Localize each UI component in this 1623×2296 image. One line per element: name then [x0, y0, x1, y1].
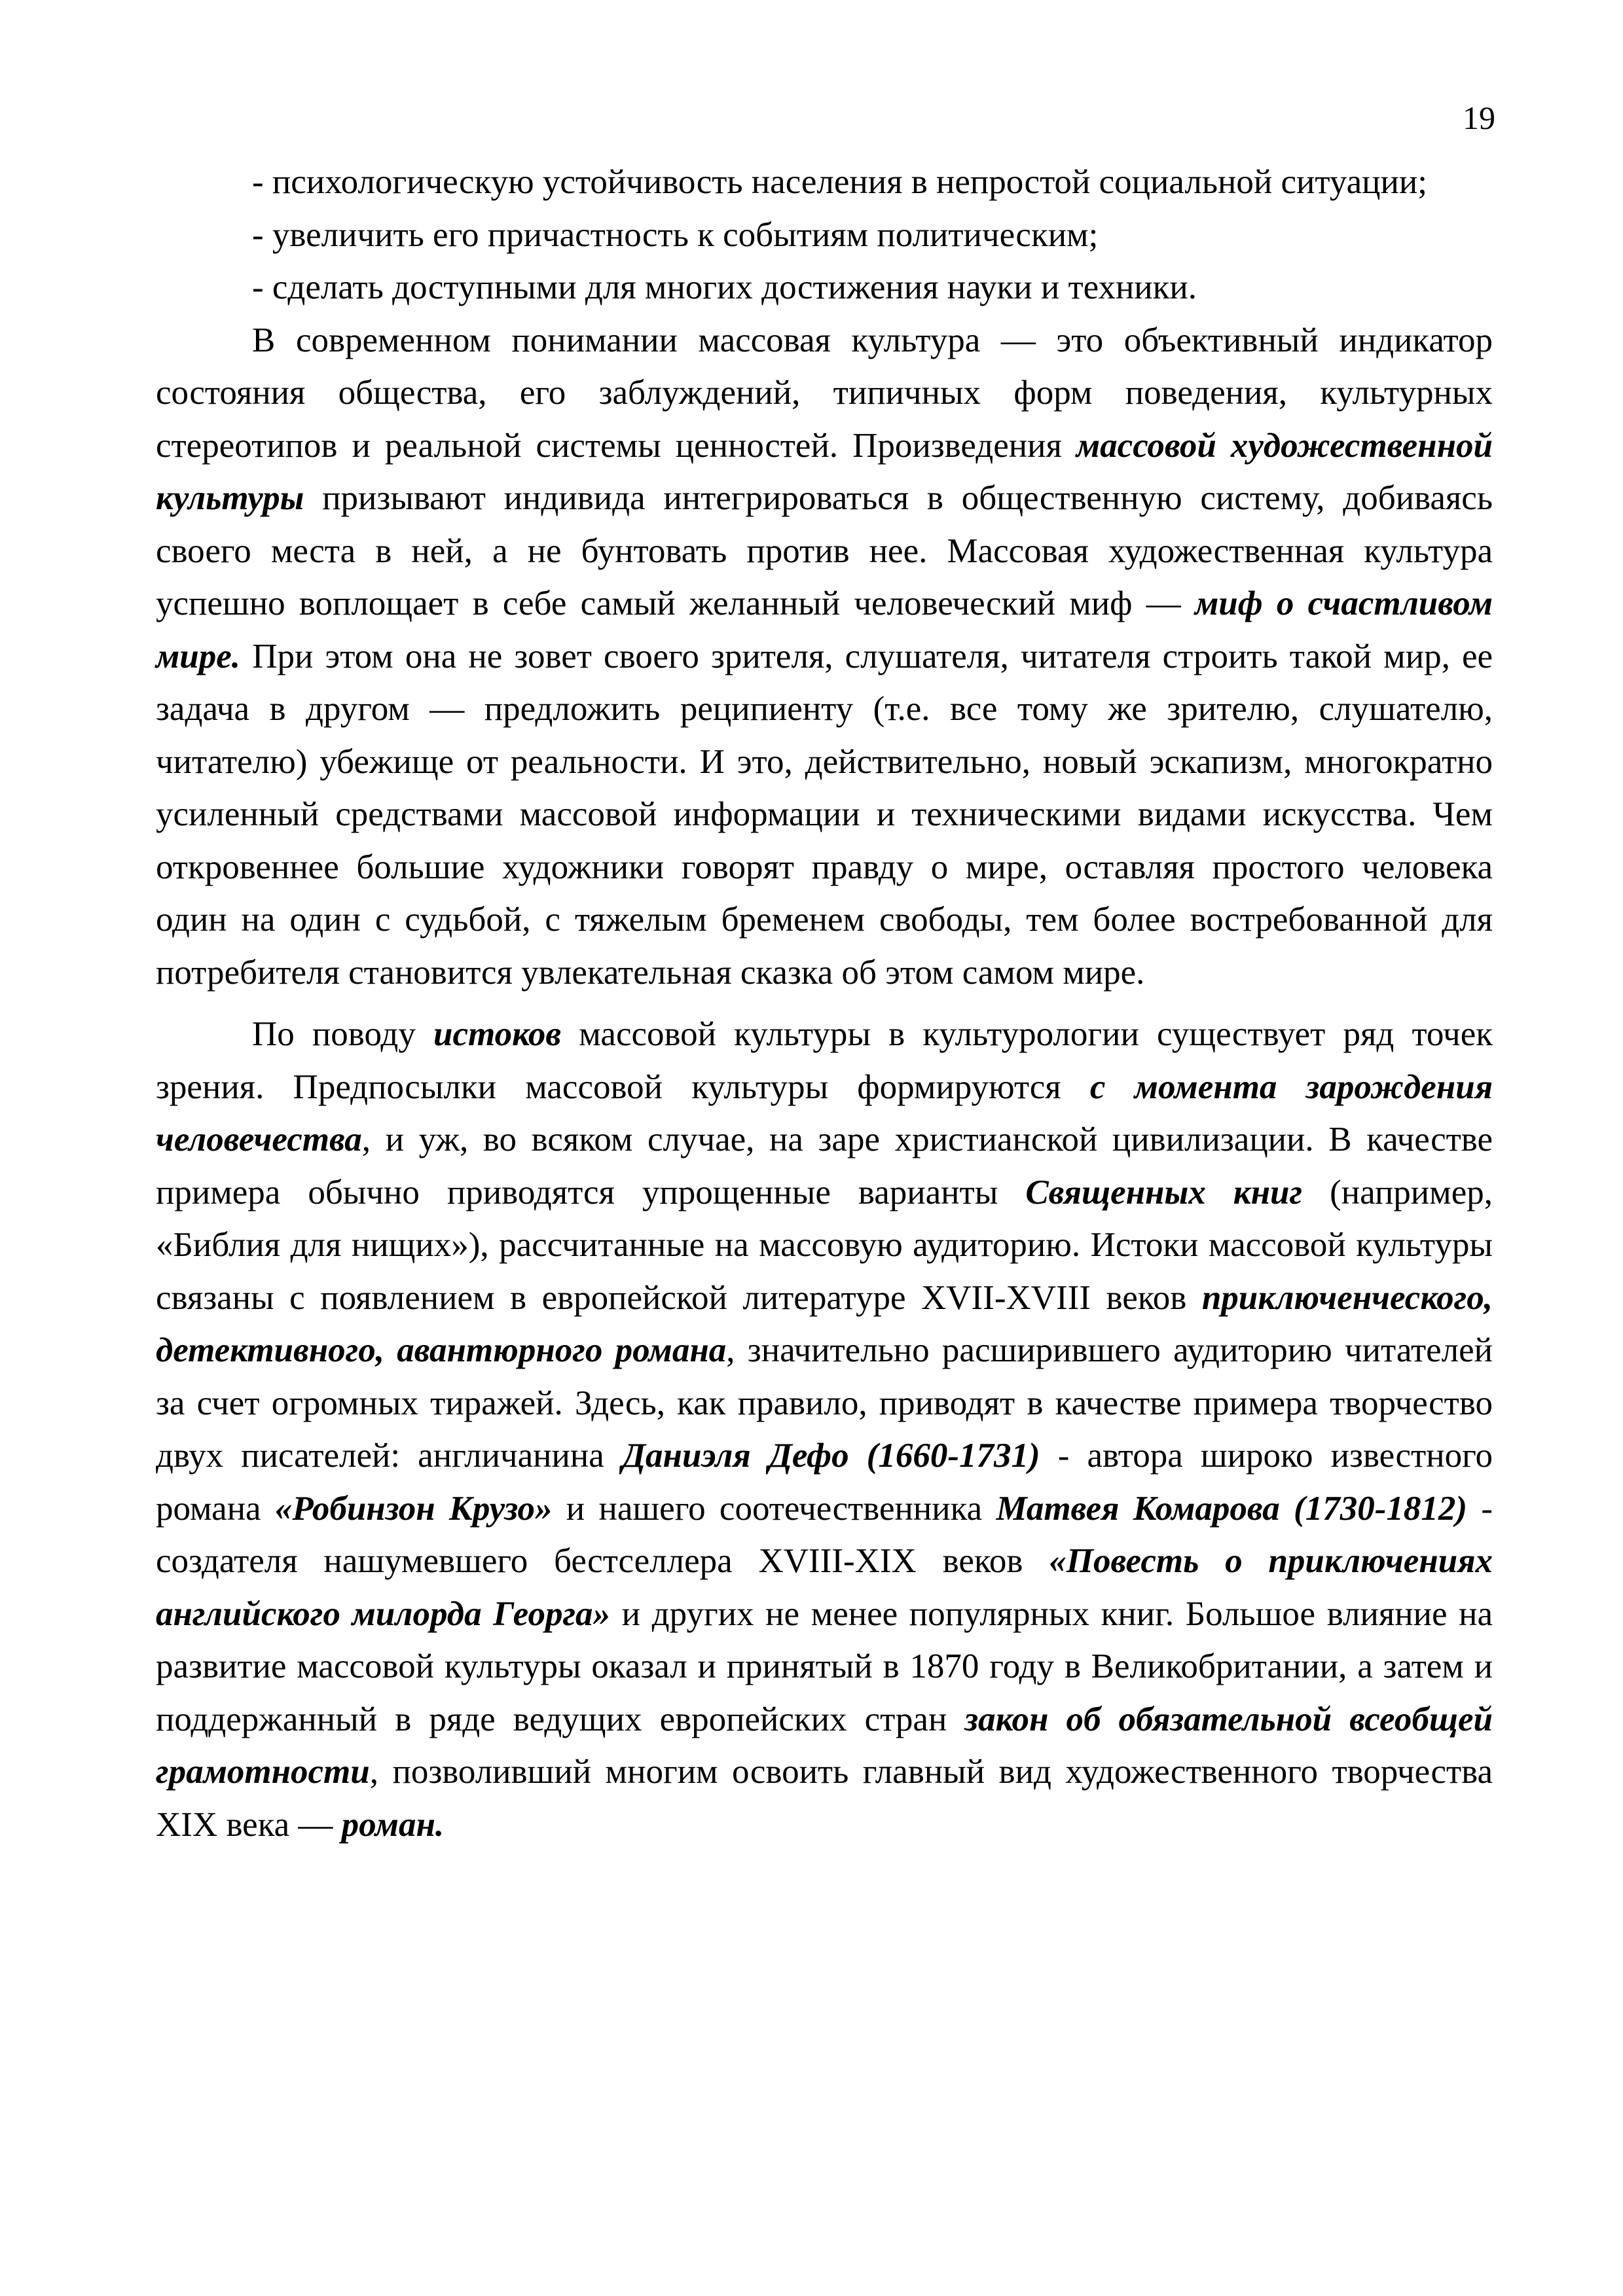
emphasis-term: «Робинзон Крузо»: [274, 1489, 553, 1528]
paragraph-text: По поводу: [252, 1015, 434, 1053]
paragraph-text: , значительно расширившего аудиторию читателей за счет огромных тиражей. Здесь, как правило, приводят в качестве примера творчество двух писателей: англичанина: [156, 1331, 1493, 1475]
paragraph-text: и нашего соотечественника: [552, 1489, 996, 1528]
emphasis-term: «Повесть о приключениях английского милорда Георга»: [156, 1542, 1493, 1633]
paragraph-text: , и уж, во всяком случае, на заре христианской цивилизации. В качестве примера обычно приводятся упрощенные варианты: [156, 1121, 1493, 1211]
paragraph-text: и других не менее популярных книг. Большое влияние на развитие массовой культуры оказал и принятый в 1870 году в Великобритании, а затем и поддержанный в ряде ведущих европейских стран: [156, 1594, 1493, 1738]
paragraph-text: - создателя нашумевшего бестселлера XVIII-XIX веков: [156, 1489, 1493, 1580]
page-number: 19: [1463, 99, 1495, 136]
paragraph-text: призывают индивида интегрироваться в общественную систему, добиваясь своего места в ней, а не бунтовать против нее. Массовая художественная культура успешно воплощает в себе самый желанный человеческий миф —: [156, 479, 1493, 622]
paragraph-text: - автора широко известного романа: [156, 1437, 1493, 1528]
paragraph-text: , позволивший многим освоить главный вид художественного творчества XIX века —: [156, 1753, 1493, 1844]
list-item-3: - сделать доступными для многих достижения науки и техники.: [252, 268, 1197, 306]
emphasis-term: Матвея Комарова (1730-1812): [996, 1489, 1468, 1528]
emphasis-term: истоков: [433, 1015, 562, 1053]
emphasis-term: массовой художественной культуры: [156, 426, 1493, 517]
emphasis-term: миф о счастливом мире.: [156, 584, 1493, 675]
paragraph-text: массовой культуры в культурологии существует ряд точек зрения. Предпосылки массовой культуры формируются: [156, 1015, 1493, 1106]
list-item-2: - увеличить его причастность к событиям политическим;: [252, 215, 1099, 254]
emphasis-term: приключенческого, детективного, авантюрного романа: [156, 1278, 1493, 1369]
emphasis-term: Священных книг: [1025, 1173, 1303, 1211]
list-item-1: - психологическую устойчивость населения в непростой социальной ситуации;: [252, 163, 1427, 201]
paragraph-text: В современном понимании массовая культура — это объективный индикатор состояния общества, его заблуждений, типичных форм поведения, культурных стереотипов и реальной системы ценностей. Произведения: [156, 321, 1493, 465]
emphasis-term: с момента зарождения человечества: [156, 1067, 1493, 1158]
emphasis-term: закон об обязательной всеобщей грамотности: [156, 1700, 1493, 1791]
emphasis-term: Даниэля Дефо (1660-1731): [621, 1437, 1040, 1475]
emphasis-term: роман.: [341, 1805, 445, 1844]
page-body: [156, 156, 1493, 1851]
paragraph-mass-culture-origins: [156, 1008, 1493, 1851]
paragraph-mass-culture-definition: [156, 314, 1493, 999]
paragraph-text: (например, «Библия для нищих»), рассчитанные на массовую аудиторию. Истоки массовой культуры связаны с появлением в европейской литературе XVII-XVIII веков: [156, 1173, 1493, 1317]
paragraph-text: При этом она не зовет своего зрителя, слушателя, читателя строить такой мир, ее задача в другом — предложить реципиенту (т.е. все тому же зрителю, слушателю, читателю) убежище от реальности. И это, действительно, новый эскапизм, многократно усиленный средствами массовой информации и техническими видами искусства. Чем откровеннее большие художники говорят правду о мире, оставляя простого человека один на один с судьбой, с тяжелым бременем свободы, тем более востребованной для потребителя становится увлекательная сказка об этом самом мире.: [156, 637, 1493, 992]
